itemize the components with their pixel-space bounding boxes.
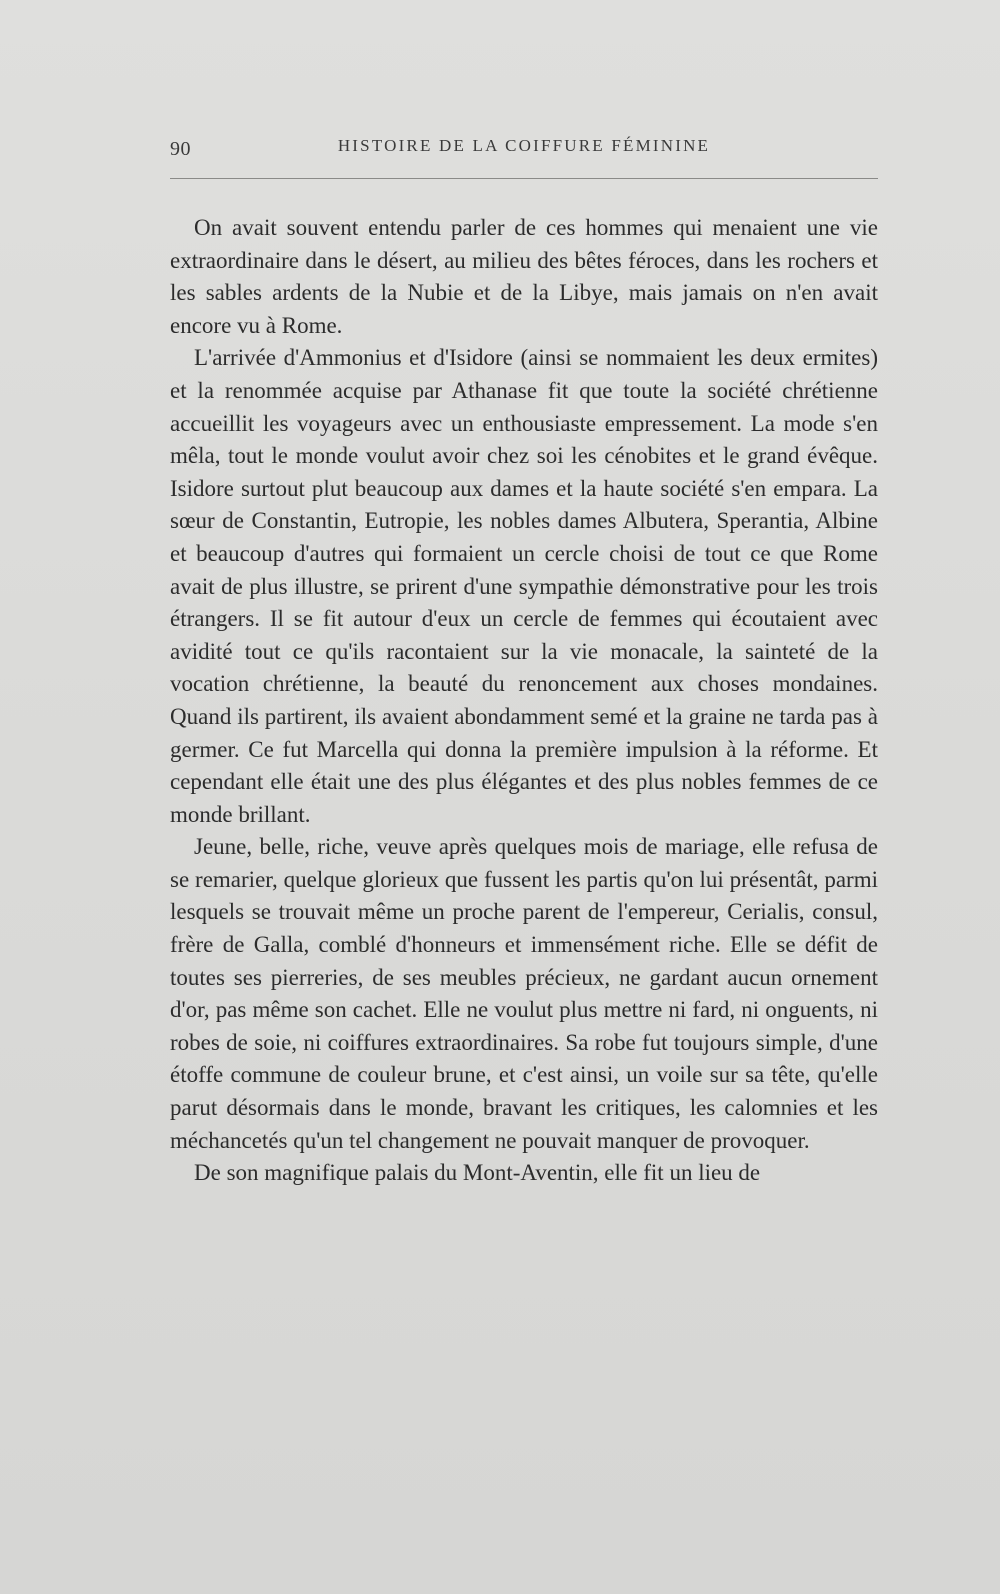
paragraph-4: De son magnifique palais du Mont-Aventin, elle fit un lieu de (194, 1160, 761, 1186)
page-number: 90 (170, 138, 191, 160)
page-body (170, 212, 878, 1190)
page-header (170, 134, 878, 164)
header-rule (170, 178, 878, 179)
paragraph-3: Jeune, belle, riche, veuve après quelques mois de mariage, elle refusa de se remarier, quelque glorieux que fussent les partis qu'on lui présentât, parmi lesquels se trouvait même un proche parent de l'empereur, Cerialis, consul, frère de Galla, comblé d'honneurs et immensément riche. Elle se défit de toutes ses pierreries, de ses meubles précieux, ne gardant aucun ornement d'or, pas même son cachet. Elle ne voulut plus mettre ni fard, ni onguents, ni robes de soie, ni coiffures extraordinaires. Sa robe fut toujours simple, d'une étoffe commune de couleur brune, et c'est ainsi, un voile sur sa tête, qu'elle parut désormais dans le monde, bravant les critiques, les calomnies et les méchancetés qu'un tel changement ne pouvait manquer de provoquer. (170, 834, 878, 1153)
running-title: HISTOIRE DE LA COIFFURE FÉMININE (337, 136, 711, 155)
paragraph-2: L'arrivée d'Ammonius et d'Isidore (ainsi se nommaient les deux ermites) et la renommée acquise par Athanase fit que toute la société chrétienne accueillit les voyageurs avec un enthousiaste empressement. La mode s'en mêla, tout le monde voulut avoir chez soi les cénobites et le grand évêque. Isidore surtout plut beaucoup aux dames et la haute société s'en empara. La sœur de Constantin, Eutropie, les nobles dames Albutera, Sperantia, Albine et beaucoup d'autres qui formaient un cercle choisi de tout ce que Rome avait de plus illustre, se prirent d'une sympathie démonstrative pour les trois étrangers. Il se fit autour d'eux un cercle de femmes qui écoutaient avec avidité tout ce qu'ils racontaient sur la vie monacale, la sainteté de la vocation chrétienne, la beauté du renoncement aux choses mondaines. Quand ils partirent, ils avaient abondamment semé et la graine ne tarda pas à germer. Ce fut Marcella qui donna la première impulsion à la réforme. Et cependant elle était une des plus élégantes et des plus nobles femmes de ce monde brillant. (170, 345, 878, 827)
paragraph-1: On avait souvent entendu parler de ces hommes qui menaient une vie extraordinaire dans le désert, au milieu des bêtes féroces, dans les rochers et les sables ardents de la Nubie et de la Libye, mais jamais on n'en avait encore vu à Rome. (170, 215, 878, 338)
